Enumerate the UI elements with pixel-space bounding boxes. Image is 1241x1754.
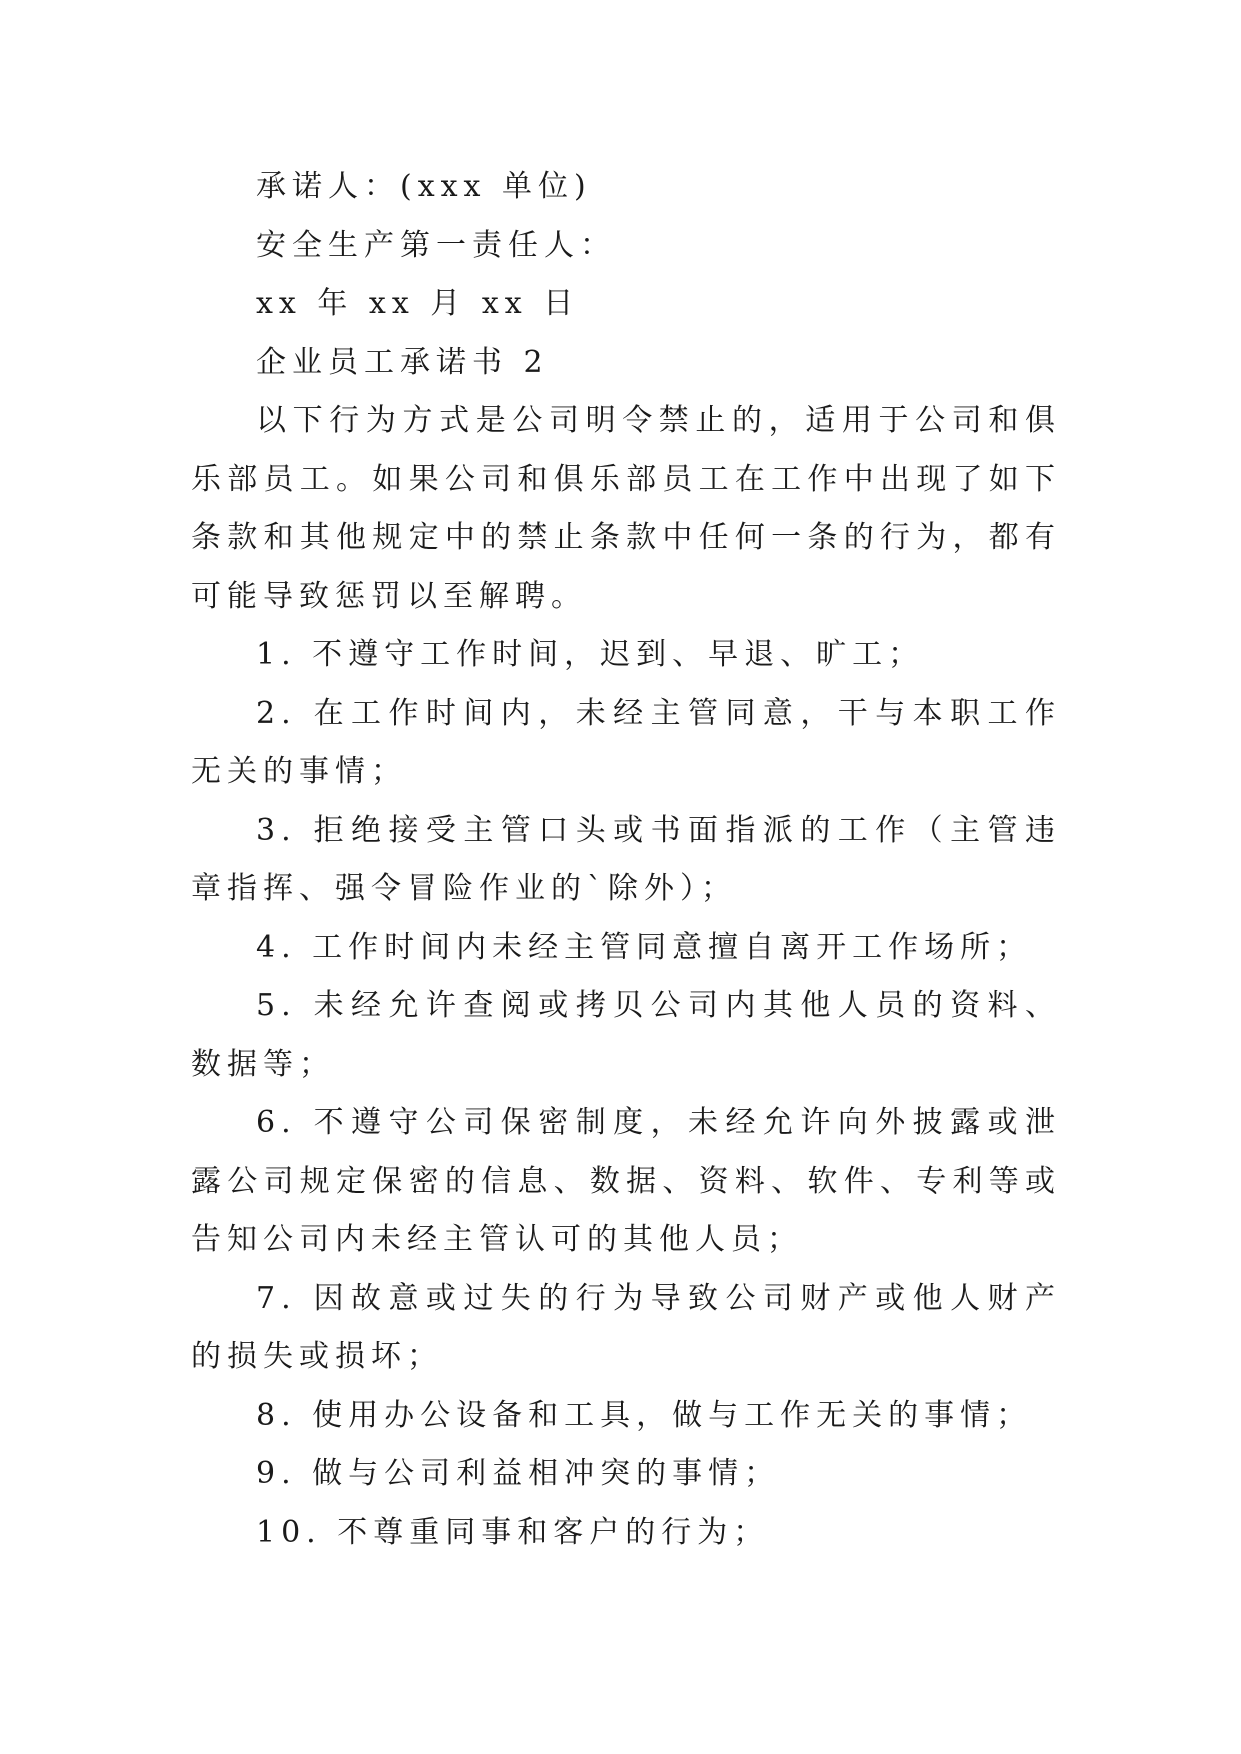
- list-item: 6. 不遵守公司保密制度，未经允许向外披露或泄露公司规定保密的信息、数据、资料、软件、专利等或告知公司内未经主管认可的其他人员；: [191, 1105, 1061, 1257]
- document-body: [191, 158, 1061, 1562]
- list-item: 7. 因故意或过失的行为导致公司财产或他人财产的损失或损坏；: [191, 1280, 1061, 1374]
- list-item: 2. 在工作时间内，未经主管同意，干与本职工作无关的事情；: [191, 695, 1061, 789]
- responsible-person-line: 安全生产第一责任人：: [256, 227, 616, 263]
- list-item: 10. 不尊重同事和客户的行为；: [256, 1514, 770, 1550]
- list-item: 3. 拒绝接受主管口头或书面指派的工作（主管违章指挥、强令冒险作业的`除外）；: [191, 812, 1061, 906]
- list-item: 4. 工作时间内未经主管同意擅自离开工作场所；: [256, 929, 1033, 965]
- date-line: xx 年 xx 月 xx 日: [256, 286, 580, 321]
- promisor-line: 承诺人：(xxx 单位): [256, 169, 592, 204]
- intro-paragraph: 以下行为方式是公司明令禁止的，适用于公司和俱乐部员工。如果公司和俱乐部员工在工作中出现了如下条款和其他规定中的禁止条款中任何一条的行为，都有可能导致惩罚以至解聘。: [191, 403, 1061, 614]
- list-item: 5. 未经允许查阅或拷贝公司内其他人员的资料、数据等；: [191, 988, 1061, 1082]
- section-title: 企业员工承诺书 2: [256, 344, 549, 380]
- list-item: 9. 做与公司利益相冲突的事情；: [256, 1456, 781, 1491]
- list-item: 1. 不遵守工作时间，迟到、早退、旷工；: [256, 637, 925, 672]
- list-item: 8. 使用办公设备和工具，做与工作无关的事情；: [256, 1397, 1033, 1433]
